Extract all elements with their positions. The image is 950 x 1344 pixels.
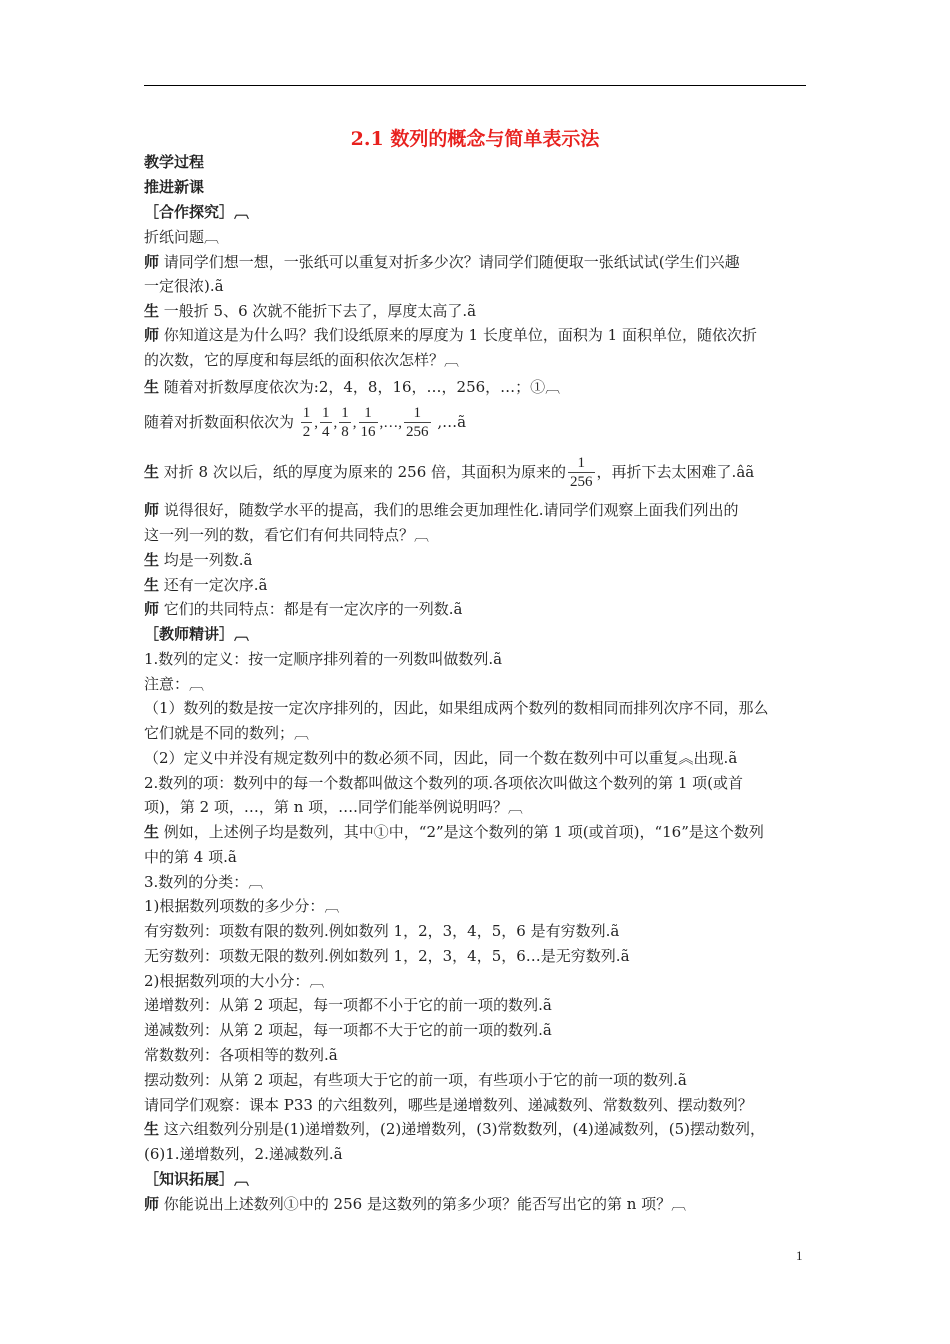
text-line-l28 [144,872,812,892]
fraction-separator: , [314,415,319,431]
line-text: 中的第 4 项.ã [144,848,237,866]
fraction-denominator: 2 [302,424,311,440]
text-line-l13 [144,500,812,520]
speaker-label: 师 [144,600,160,618]
text-line-l40 [144,1169,812,1189]
line-text: 请同学们想一想，一张纸可以重复对折多少次？请同学们随便取一张纸试试(学生们兴趣 [159,253,740,271]
fraction-denominator: 4 [322,424,330,440]
line-text: (6)1.递增数列，2.递减数列.ã [144,1145,343,1163]
text-line-l8 [144,325,812,345]
area-fraction [339,405,351,441]
line-text: 1.数列的定义：按一定顺序排列着的一列数叫做数列.ã [144,650,503,668]
line-text: 你能说出上述数列①中的 256 是这数列的第多少项？能否写出它的第 n 项？︹ [159,1195,687,1213]
line-text: 对折 8 次以后，纸的厚度为原来的 256 倍，其面积为原来的 [159,463,567,481]
text-line-l24 [144,773,812,793]
line-text: 注意：︹ [144,675,205,693]
area-prefix: 随着对折数面积依次为 [144,413,295,431]
fraction-denominator: 8 [341,424,349,440]
area-suffix: ,…ã [432,413,467,431]
speaker-label: 生 [144,1120,160,1138]
text-line-l14 [144,525,812,545]
text-line-l17 [144,599,812,619]
line-text: 2.数列的项：数列中的每一个数都叫做这个数列的项.各项依次叫做这个数列的第 1 项(或首 [144,774,744,792]
text-line-l36 [144,1070,812,1090]
line-text: （2）定义中并没有规定数列中的数必须不同，因此，同一个数在数列中可以重复︽出现.ã [144,749,738,767]
line-text: 摆动数列：从第 2 项起，有些项大于它的前一项，有些项小于它的前一项的数列.ã [144,1071,687,1089]
line-text: 请同学们观察：课本 P33 的六组数列，哪些是递增数列、递减数列、常数数列、摆动数列？ [144,1096,753,1114]
line-text: ［合作探究］︹ [144,203,250,221]
line-text: 1)根据数列项数的多少分：︹ [144,897,340,915]
text-line-l37 [144,1095,812,1115]
text-line-l34 [144,1020,812,1040]
speaker-label: 生 [144,378,160,396]
line-text: 常数数列：各项相等的数列.ã [144,1046,338,1064]
line-text: 还有一定次序.ã [159,576,268,594]
line-text: 均是一列数.ã [159,551,253,569]
text-line-l35 [144,1045,812,1065]
line-text: 随着对折数厚度依次为:2，4，8，16，…，256，…；①︹ [159,378,561,396]
text-line-l16 [144,575,812,595]
text-line-l23 [144,748,812,768]
header-rule [144,85,806,86]
fraction-numerator: 1 [364,405,372,421]
fraction-denominator: 16 [360,424,376,440]
text-line-l41 [144,1194,812,1214]
page-number: 1 [796,1248,803,1263]
line-text: 教学过程 [144,153,205,171]
area-fraction [359,405,378,441]
speaker-label: 师 [144,326,160,344]
speaker-label: 师 [144,1195,160,1213]
line-text: 它们就是不同的数列；︹ [144,724,310,742]
line-text: 3.数列的分类：︹ [144,873,264,891]
line-text: 它们的共同特点：都是有一定次序的一列数.ã [159,600,463,618]
line-text: 例如，上述例子均是数列，其中①中，“2”是这个数列的第 1 项(或首项)，“16”是这个数列 [159,823,764,841]
text-line-l19 [144,649,812,669]
line-text: ［知识拓展］︹ [144,1170,250,1188]
fraction-numerator: 1 [302,405,311,421]
text-line-l6 [144,276,812,296]
text-line-l25 [144,797,812,817]
text-line-l26 [144,822,812,842]
text-line-l3 [144,202,812,222]
text-line-l12 [144,454,812,491]
line-text: ［教师精讲］︹ [144,625,250,643]
text-line-l31 [144,946,812,966]
text-line-l9 [144,350,812,370]
area-fraction [320,405,332,441]
line-text: 递减数列：从第 2 项起，每一项都不大于它的前一项的数列.ã [144,1021,552,1039]
text-line-l15 [144,550,812,570]
text-line-l38 [144,1119,812,1139]
text-line-l5 [144,252,812,272]
text-line-l7 [144,301,812,321]
fraction-separator: , [352,415,357,431]
page-title: 2.1 数列的概念与简单表示法 [350,128,600,150]
speaker-label: 师 [144,501,160,519]
text-line-l29 [144,896,812,916]
fraction-numerator: 1 [322,405,330,421]
fraction-separator: ,…, [379,415,403,431]
area-sequence-line [144,404,812,441]
fraction-denominator: 256 [570,474,593,490]
text-line-l4 [144,227,812,247]
line-text-suffix: ，再折下去太困难了.âã [596,463,755,481]
fraction-numerator: 1 [577,455,586,471]
line-text: 一般折 5、6 次就不能折下去了，厚度太高了.ã [159,302,477,320]
text-line-l1 [144,152,812,172]
line-text: 说得很好，随数学水平的提高，我们的思维会更加理性化.请同学们观察上面我们列出的 [159,501,739,519]
line-text: 的次数，它的厚度和每层纸的面积依次怎样？︹ [144,351,460,369]
text-line-l20 [144,674,812,694]
line-text: 无穷数列：项数无限的数列.例如数列 1，2，3，4，5，6…是无穷数列.ã [144,947,630,965]
line-text: （1）数列的数是按一定次序排列的，因此，如果组成两个数列的数相同而排列次序不同，那么 [144,699,769,717]
line-text: 有穷数列：项数有限的数列.例如数列 1，2，3，4，5，6 是有穷数列.ã [144,922,620,940]
speaker-label: 生 [144,551,160,569]
text-line-l10 [144,377,812,397]
fraction-denominator: 256 [406,424,429,440]
area-fraction [404,405,431,441]
area-fraction [301,405,313,441]
line-text: 递增数列：从第 2 项起，每一项都不小于它的前一项的数列.ã [144,996,552,1014]
text-line-l30 [144,921,812,941]
area-fraction-final [568,455,595,491]
speaker-label: 生 [144,463,160,481]
fraction-numerator: 1 [341,405,349,421]
line-text: 这六组数列分别是(1)递增数列，(2)递增数列，(3)常数数列，(4)递减数列，(5)摆动数列， [159,1120,766,1138]
text-line-l22 [144,723,812,743]
speaker-label: 生 [144,302,160,320]
fraction-numerator: 1 [413,405,422,421]
line-text: 你知道这是为什么吗？我们设纸原来的厚度为 1 长度单位，面积为 1 面积单位，随依次折 [159,326,757,344]
text-line-l32 [144,971,812,991]
speaker-label: 生 [144,576,160,594]
fraction-separator: , [333,415,338,431]
text-line-l21 [144,698,812,718]
text-line-l18 [144,624,812,644]
line-text: 项)，第 2 项，…，第 n 项，….同学们能举例说明吗？︹ [144,798,523,816]
text-line-l39 [144,1144,812,1164]
line-text: 这一列一列的数，看它们有何共同特点？︹ [144,526,430,544]
speaker-label: 生 [144,823,160,841]
line-text: 2)根据数列项的大小分：︹ [144,972,325,990]
speaker-label: 师 [144,253,160,271]
text-line-l27 [144,847,812,867]
text-line-l2 [144,177,812,197]
line-text: 一定很浓).ã [144,277,224,295]
line-text: 推进新课 [144,178,205,196]
line-text: 折纸问题︹ [144,228,220,246]
text-line-l33 [144,995,812,1015]
